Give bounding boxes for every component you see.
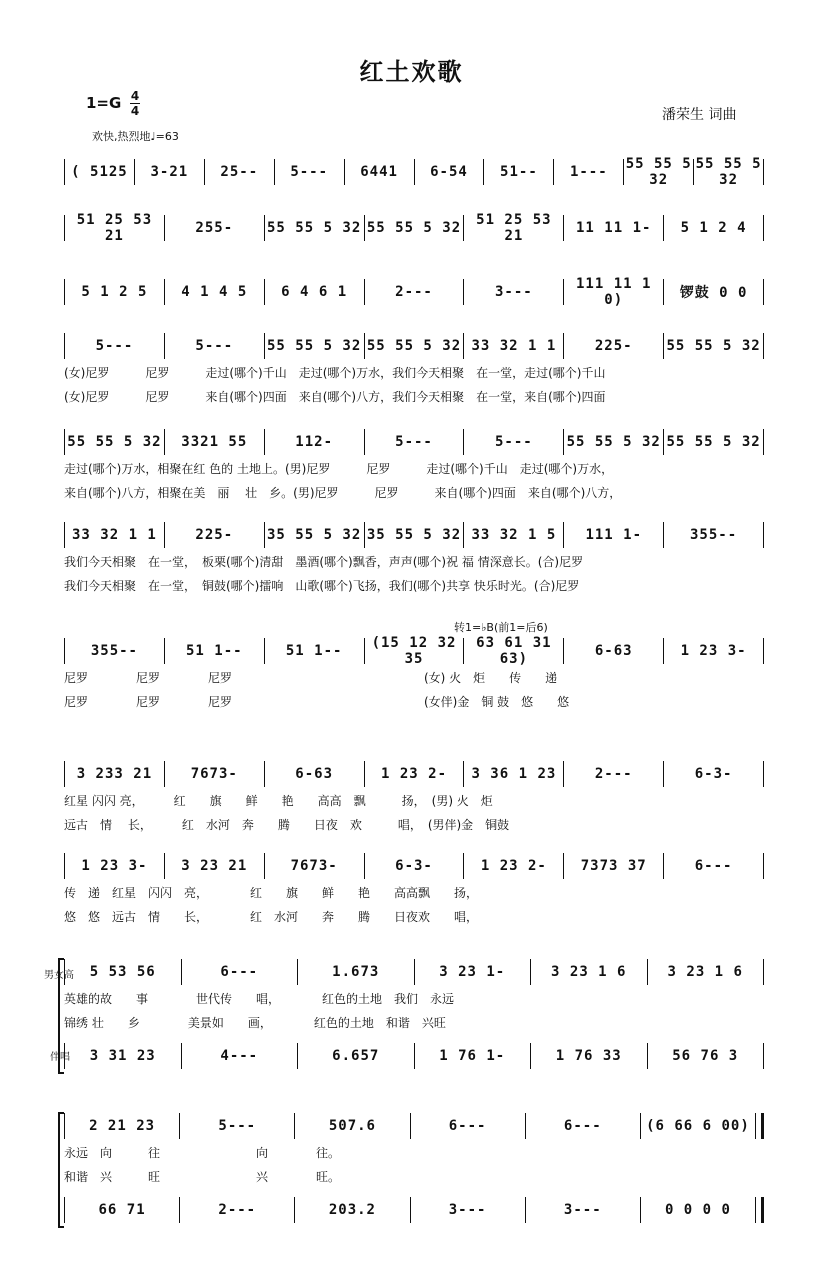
notation-row — [64, 1196, 764, 1224]
measure: 5--- — [195, 338, 234, 354]
measure: 11 11 1- — [576, 220, 652, 236]
measure: 6-63 — [295, 766, 333, 782]
measure: (15 12 32 35 — [371, 635, 457, 667]
notation-row — [64, 1042, 764, 1070]
notation-row — [64, 158, 764, 186]
measure: 55 55 5 32 — [566, 434, 661, 450]
notation-row — [64, 428, 764, 456]
measure: 51 1-- — [186, 643, 243, 659]
measure: 3 233 21 — [76, 766, 153, 782]
lyric-line: 尼罗 尼罗 尼罗 (女伴)金 铜 鼓 悠 悠 — [64, 695, 570, 709]
measure: 3 31 23 — [89, 1048, 156, 1064]
measure: 2 21 23 — [89, 1118, 156, 1134]
measure: 3 23 1- — [439, 964, 506, 980]
measure: 6--- — [448, 1118, 487, 1134]
barline — [763, 522, 764, 548]
notation-row — [64, 760, 764, 788]
measure: 3321 55 — [181, 434, 248, 450]
measure: 1 23 2- — [381, 766, 448, 782]
measure: 55 55 5 32 — [625, 156, 692, 188]
barline — [763, 279, 764, 305]
notation-row — [64, 278, 764, 306]
measure: 66 71 — [98, 1202, 146, 1218]
lyric-line: 英雄的故 事 世代传 唱， 红色的土地 我们 永远 — [64, 992, 455, 1006]
lyric-line: 悠 悠 远古 情 长， 红 水河 奔 腾 日夜欢 唱， — [64, 910, 479, 924]
measure: 5--- — [395, 434, 433, 450]
song-title: 红土欢歌 — [359, 58, 464, 86]
time-signature — [130, 90, 140, 117]
composer-credit: 潘荣生 词曲 — [662, 107, 737, 123]
measure: 35 55 5 32 — [366, 527, 462, 543]
measure: 1 76 1- — [439, 1048, 506, 1064]
measure: 6441 — [360, 164, 398, 180]
voice-label-low: 伴唱 — [50, 1052, 70, 1063]
measure: 63 61 31 63) — [476, 635, 552, 667]
measure: 55 55 5 32 — [67, 434, 162, 450]
measure: 6--- — [694, 858, 733, 874]
measure: 5--- — [95, 338, 134, 354]
lyric-line: 永远 向 往 向 往。 — [64, 1146, 341, 1160]
measure: 33 32 1 5 — [471, 527, 557, 543]
measure: 5--- — [218, 1118, 257, 1134]
measure: 6-63 — [594, 643, 633, 659]
measure: 5 1 2 4 — [680, 220, 747, 236]
barline — [755, 1197, 764, 1223]
measure: 56 76 3 — [672, 1048, 739, 1064]
lyric-line: 来自(哪个)八方，相聚在美 丽 壮 乡。(男)尼罗 尼罗 来自(哪个)四面 来自(哪个)八方， — [64, 486, 622, 500]
system-bracket — [58, 1112, 64, 1228]
measure: 锣鼓 0 0 — [679, 285, 748, 301]
notation-row — [64, 958, 764, 986]
measure: 507.6 — [328, 1118, 376, 1134]
key-signature: 1=G — [86, 94, 122, 112]
measure: 6--- — [563, 1118, 602, 1134]
measure: 3--- — [563, 1202, 602, 1218]
measure: 1 76 33 — [555, 1048, 622, 1064]
measure: 1 23 3- — [81, 858, 148, 874]
notation-row — [64, 214, 764, 242]
modulation-note: 转1=♭B(前1=后6) — [454, 621, 548, 634]
measure: 0 0 0 0 — [664, 1202, 731, 1218]
measure: 355-- — [90, 643, 138, 659]
measure: 7373 37 — [580, 858, 647, 874]
measure: 3 23 1 6 — [667, 964, 743, 980]
measure: (6 66 6 00) — [646, 1118, 750, 1134]
measure: 6--- — [220, 964, 259, 980]
measure: 55 55 5 32 — [366, 338, 462, 354]
measure: 1.673 — [332, 964, 380, 980]
notation-row — [64, 637, 764, 665]
measure: 55 55 5 32 — [695, 156, 762, 188]
measure: 4 1 4 5 — [181, 284, 248, 300]
measure: 2--- — [218, 1202, 257, 1218]
lyric-line: 红星 闪闪 亮， 红 旗 鲜 艳 高高 飘 扬， (男) 火 炬 — [64, 794, 493, 808]
measure: 5 53 56 — [89, 964, 156, 980]
measure: 5 1 2 5 — [81, 284, 148, 300]
measure: 55 55 5 32 — [267, 220, 362, 236]
measure: 51 25 53 21 — [76, 212, 153, 244]
measure: 225- — [594, 338, 633, 354]
measure: 35 55 5 32 — [267, 527, 362, 543]
measure: 5--- — [290, 164, 329, 180]
lyric-line: 尼罗 尼罗 尼罗 (女) 火 炬 传 递 — [64, 671, 558, 685]
barline — [763, 853, 764, 879]
measure: 7673- — [190, 766, 238, 782]
measure: 1 23 3- — [680, 643, 747, 659]
barline — [763, 959, 764, 985]
measure: 355-- — [690, 527, 738, 543]
measure: 55 55 5 32 — [666, 338, 761, 354]
measure: 255- — [195, 220, 234, 236]
measure: 203.2 — [328, 1202, 376, 1218]
measure: 6-54 — [430, 164, 468, 180]
measure: 6-3- — [395, 858, 433, 874]
measure: 2--- — [395, 284, 433, 300]
measure: 6-3- — [694, 766, 733, 782]
measure: 111 11 1 0) — [576, 276, 652, 308]
voice-label-high: 男女高 — [44, 970, 74, 981]
lyric-line: (女)尼罗 尼罗 来自(哪个)四面 来自(哪个)八方，我们今天相聚 在一堂，来自(哪个)四面 — [64, 390, 606, 404]
measure: 3--- — [448, 1202, 487, 1218]
measure: 2--- — [594, 766, 633, 782]
barline — [763, 333, 764, 359]
measure: 1--- — [569, 164, 608, 180]
measure: ( 5125 — [71, 164, 128, 180]
lyric-line: 锦绣 壮 乡 美景如 画， 红色的土地 和谐 兴旺 — [64, 1016, 446, 1030]
barline — [763, 429, 764, 455]
measure: 6 4 6 1 — [281, 284, 348, 300]
time-sig-bottom: 4 — [130, 104, 140, 118]
barline — [763, 159, 764, 185]
measure: 1 23 2- — [480, 858, 547, 874]
lyric-line: 远古 情 长， 红 水河 奔 腾 日夜 欢 唱， (男伴)金 铜鼓 — [64, 818, 510, 832]
measure: 51-- — [500, 164, 538, 180]
measure: 55 55 5 32 — [666, 434, 761, 450]
measure: 51 1-- — [285, 643, 343, 659]
notation-row — [64, 332, 764, 360]
measure: 3--- — [495, 284, 533, 300]
lyric-line: 走过(哪个)万水，相聚在红 色的 土地上。(男)尼罗 尼罗 走过(哪个)千山 走过(哪个)万水， — [64, 462, 614, 476]
measure: 3 23 21 — [181, 858, 248, 874]
barline — [763, 638, 764, 664]
measure: 6.657 — [332, 1048, 380, 1064]
measure: 33 32 1 1 — [471, 338, 557, 354]
measure: 3 23 1 6 — [551, 964, 627, 980]
barline — [755, 1113, 764, 1139]
measure: 33 32 1 1 — [72, 527, 157, 543]
time-sig-top: 4 — [130, 89, 140, 103]
tempo-marking: 欢快,热烈地♩=63 — [92, 130, 179, 143]
measure: 3 36 1 23 — [471, 766, 557, 782]
lyric-line: 和谐 兴 旺 兴 旺。 — [64, 1170, 341, 1184]
measure: 55 55 5 32 — [366, 220, 462, 236]
measure: 55 55 5 32 — [267, 338, 362, 354]
lyric-line: (女)尼罗 尼罗 走过(哪个)千山 走过(哪个)万水，我们今天相聚 在一堂，走过(哪个)千山 — [64, 366, 606, 380]
measure: 4--- — [220, 1048, 259, 1064]
notation-row — [64, 1112, 764, 1140]
barline — [763, 1043, 764, 1069]
measure: 5--- — [495, 434, 533, 450]
measure: 112- — [295, 434, 333, 450]
measure: 111 1- — [585, 527, 643, 543]
measure: 25-- — [220, 164, 259, 180]
measure: 3-21 — [150, 164, 189, 180]
barline — [763, 215, 764, 241]
measure: 7673- — [290, 858, 338, 874]
measure: 51 25 53 21 — [476, 212, 552, 244]
notation-row — [64, 852, 764, 880]
measure: 225- — [195, 527, 234, 543]
lyric-line: 我们今天相聚 在一堂， 板栗(哪个)清甜 墨酒(哪个)飘香，声声(哪个)祝 福 情深意长。(合)尼罗 — [64, 555, 584, 569]
lyric-line: 我们今天相聚 在一堂， 铜鼓(哪个)擂响 山歌(哪个)飞扬，我们(哪个)共享 快乐时光。(合)尼罗 — [64, 579, 580, 593]
notation-row — [64, 521, 764, 549]
barline — [763, 761, 764, 787]
lyric-line: 传 递 红星 闪闪 亮， 红 旗 鲜 艳 高高飘 扬， — [64, 886, 479, 900]
